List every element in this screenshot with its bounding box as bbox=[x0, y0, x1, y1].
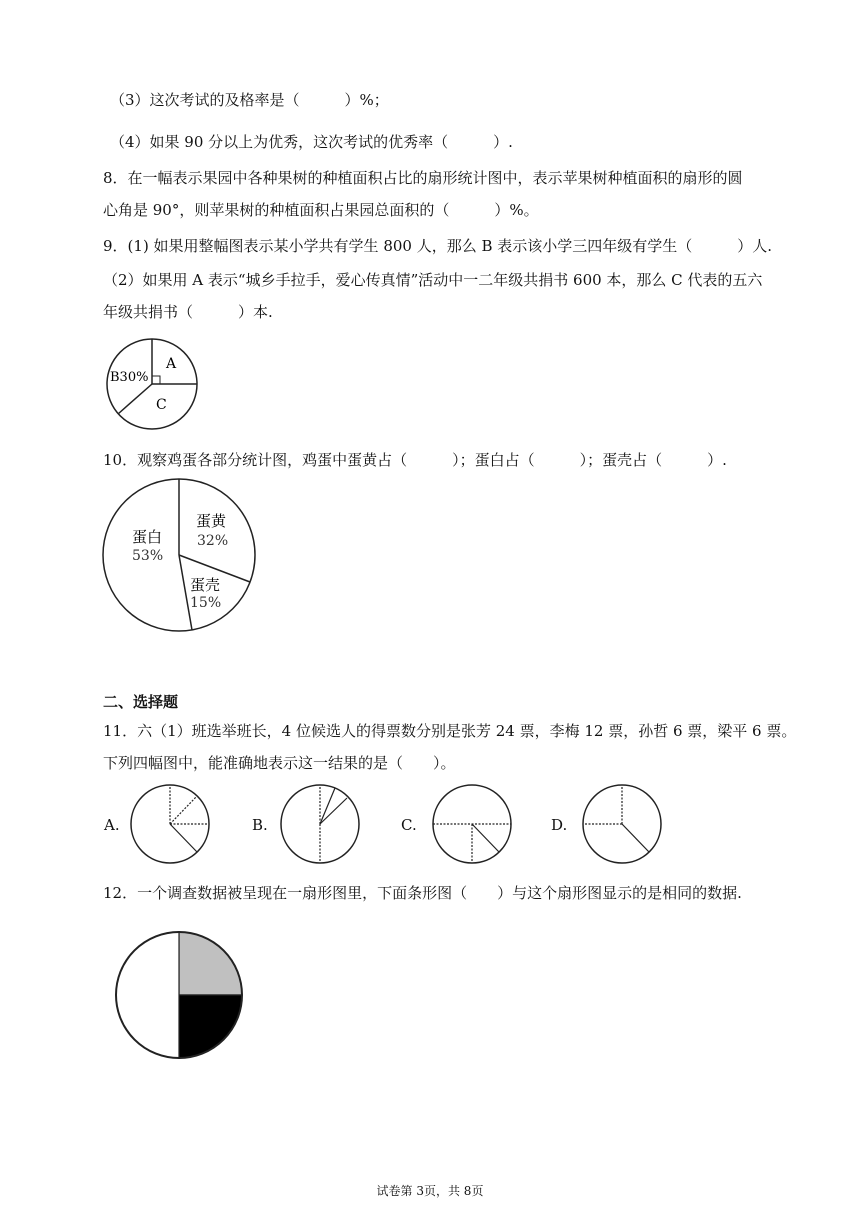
q10-egg-pie-chart bbox=[100, 476, 260, 636]
option-c-pie bbox=[431, 783, 513, 865]
question-7-part-4: （4）如果 90 分以上为优秀，这次考试的优秀率（ ）. bbox=[110, 133, 513, 151]
page-footer: 试卷第 3页，共 8页 bbox=[376, 1184, 484, 1198]
q10-shell-pct: 15% bbox=[190, 595, 222, 611]
question-7-part-3: （3）这次考试的及格率是（ ）%； bbox=[110, 91, 389, 109]
q9-pie-chart bbox=[104, 336, 200, 432]
option-c-label: C. bbox=[401, 816, 417, 834]
option-b-label: B. bbox=[252, 816, 268, 834]
option-a-label: A. bbox=[104, 816, 120, 834]
question-9-line-1: 9．(1) 如果用整幅图表示某小学共有学生 800 人，那么 B 表示该小学三四年级有学生（ ）人. bbox=[103, 237, 773, 255]
q9-label-a: A bbox=[166, 356, 177, 372]
q10-shell-name: 蛋壳 bbox=[190, 576, 221, 594]
q10-white-pct: 53% bbox=[132, 548, 164, 564]
q9-label-b: B30% bbox=[110, 370, 149, 385]
option-d-pie bbox=[581, 783, 663, 865]
question-12: 12．一个调查数据被呈现在一扇形图里，下面条形图（ ）与这个扇形图显示的是相同的数据. bbox=[103, 884, 742, 902]
question-8-line-1: 8．在一幅表示果园中各种果树的种植面积占比的扇形统计图中，表示苹果树种植面积的扇形的圆 bbox=[103, 169, 743, 187]
q10-yolk-pct: 32% bbox=[197, 533, 229, 549]
q10-yolk-name: 蛋黄 bbox=[196, 512, 227, 530]
q9-label-c: C bbox=[156, 397, 167, 413]
question-11-line-2: 下列四幅图中，能准确地表示这一结果的是（ ）。 bbox=[103, 754, 456, 772]
question-11-line-1: 11．六（1）班选举班长，4 位候选人的得票数分别是张芳 24 票，李梅 12 票，孙哲 6 票，梁平 6 票。 bbox=[103, 722, 797, 740]
q12-white-slice bbox=[116, 932, 179, 1058]
option-d-label: D. bbox=[551, 816, 568, 834]
section-2-heading: 二、选择题 bbox=[103, 693, 179, 711]
q10-white-name: 蛋白 bbox=[132, 528, 163, 546]
q12-pie-chart bbox=[113, 929, 247, 1063]
question-9-line-3: 年级共捐书（ ）本. bbox=[103, 303, 273, 321]
question-10: 10．观察鸡蛋各部分统计图，鸡蛋中蛋黄占（ ）；蛋白占（ ）；蛋壳占（ ）. bbox=[103, 451, 727, 469]
question-9-line-2: （2）如果用 A 表示“城乡手拉手，爱心传真情”活动中一二年级共捐书 600 本，那么 C 代表的五六 bbox=[103, 271, 763, 289]
option-a-pie bbox=[129, 783, 211, 865]
question-8-line-2: 心角是 90°，则苹果树的种植面积占果园总面积的（ ）%。 bbox=[103, 201, 539, 219]
option-b-pie bbox=[279, 783, 361, 865]
